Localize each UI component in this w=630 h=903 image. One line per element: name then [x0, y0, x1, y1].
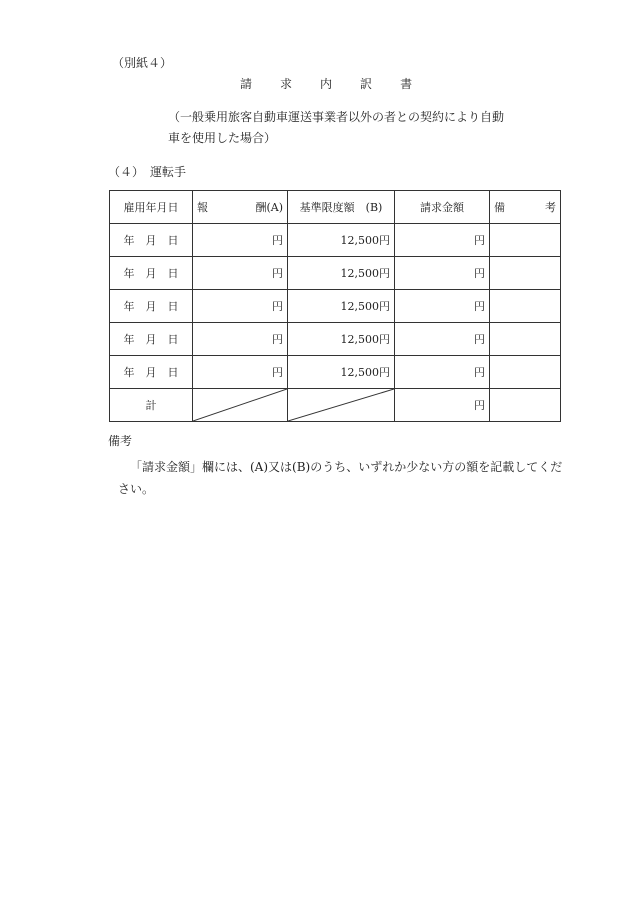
header-claim-amount: 請求金額 [395, 191, 490, 224]
cell-remarks [490, 290, 561, 323]
table-row [110, 257, 561, 290]
cell-date: 年 月 日 [110, 290, 193, 323]
document-title [240, 75, 412, 92]
subtitle-line-1: （一般乗用旅客自動車運送事業者以外の者との契約により自動 [168, 110, 505, 124]
cell-claim: 円 [395, 290, 490, 323]
cell-reward: 円 [193, 257, 288, 290]
cell-limit: 12,500円 [288, 290, 395, 323]
cell-claim: 円 [395, 356, 490, 389]
remarks-heading: 備考 [108, 434, 133, 448]
cell-limit-crossed [288, 389, 395, 422]
header-remarks-right: 考 [545, 201, 556, 214]
header-remarks [490, 191, 561, 224]
cell-reward: 円 [193, 323, 288, 356]
diagonal-strike [288, 389, 394, 421]
cell-limit: 12,500円 [288, 323, 395, 356]
remarks-line-1: 「請求金額」欄には、(A)又は(B)のうち、いずれか少ない方の額を記載してくだ [130, 460, 563, 474]
table-row [110, 323, 561, 356]
cell-limit: 12,500円 [288, 224, 395, 257]
cell-reward: 円 [193, 290, 288, 323]
section-label: （４） 運転手 [108, 165, 187, 179]
annex-label: （別紙４） [112, 56, 173, 70]
header-standard-limit: 基準限度額 (B) [288, 191, 395, 224]
cell-date: 年 月 日 [110, 257, 193, 290]
title-char: 訳 [360, 77, 373, 91]
cell-date: 年 月 日 [110, 356, 193, 389]
title-char: 内 [320, 77, 333, 91]
title-char: 請 [240, 77, 253, 91]
diagonal-strike [193, 389, 287, 421]
cell-claim: 円 [395, 257, 490, 290]
cell-remarks [490, 323, 561, 356]
cell-reward: 円 [193, 224, 288, 257]
cell-total-remarks [490, 389, 561, 422]
table-row [110, 356, 561, 389]
cell-total-claim: 円 [395, 389, 490, 422]
header-reward-left: 報 [197, 201, 208, 214]
cell-remarks [490, 257, 561, 290]
table-total-row [110, 389, 561, 422]
subtitle-line-2: 車を使用した場合） [168, 131, 277, 145]
header-reward-right: 酬(A) [255, 201, 283, 214]
remarks-line-2: さい。 [118, 482, 155, 496]
cell-total-label: 計 [110, 389, 193, 422]
header-employment-date: 雇用年月日 [110, 191, 193, 224]
claim-breakdown-table [109, 190, 561, 422]
table-row [110, 290, 561, 323]
header-remarks-left: 備 [494, 201, 505, 214]
header-reward [193, 191, 288, 224]
cell-limit: 12,500円 [288, 257, 395, 290]
title-char: 求 [280, 77, 293, 91]
cell-claim: 円 [395, 224, 490, 257]
table-row [110, 224, 561, 257]
cell-date: 年 月 日 [110, 323, 193, 356]
cell-limit: 12,500円 [288, 356, 395, 389]
cell-reward: 円 [193, 356, 288, 389]
cell-remarks [490, 356, 561, 389]
cell-date: 年 月 日 [110, 224, 193, 257]
cell-reward-crossed [193, 389, 288, 422]
cell-claim: 円 [395, 323, 490, 356]
title-char: 書 [400, 77, 413, 91]
cell-remarks [490, 224, 561, 257]
table-header-row [110, 191, 561, 224]
